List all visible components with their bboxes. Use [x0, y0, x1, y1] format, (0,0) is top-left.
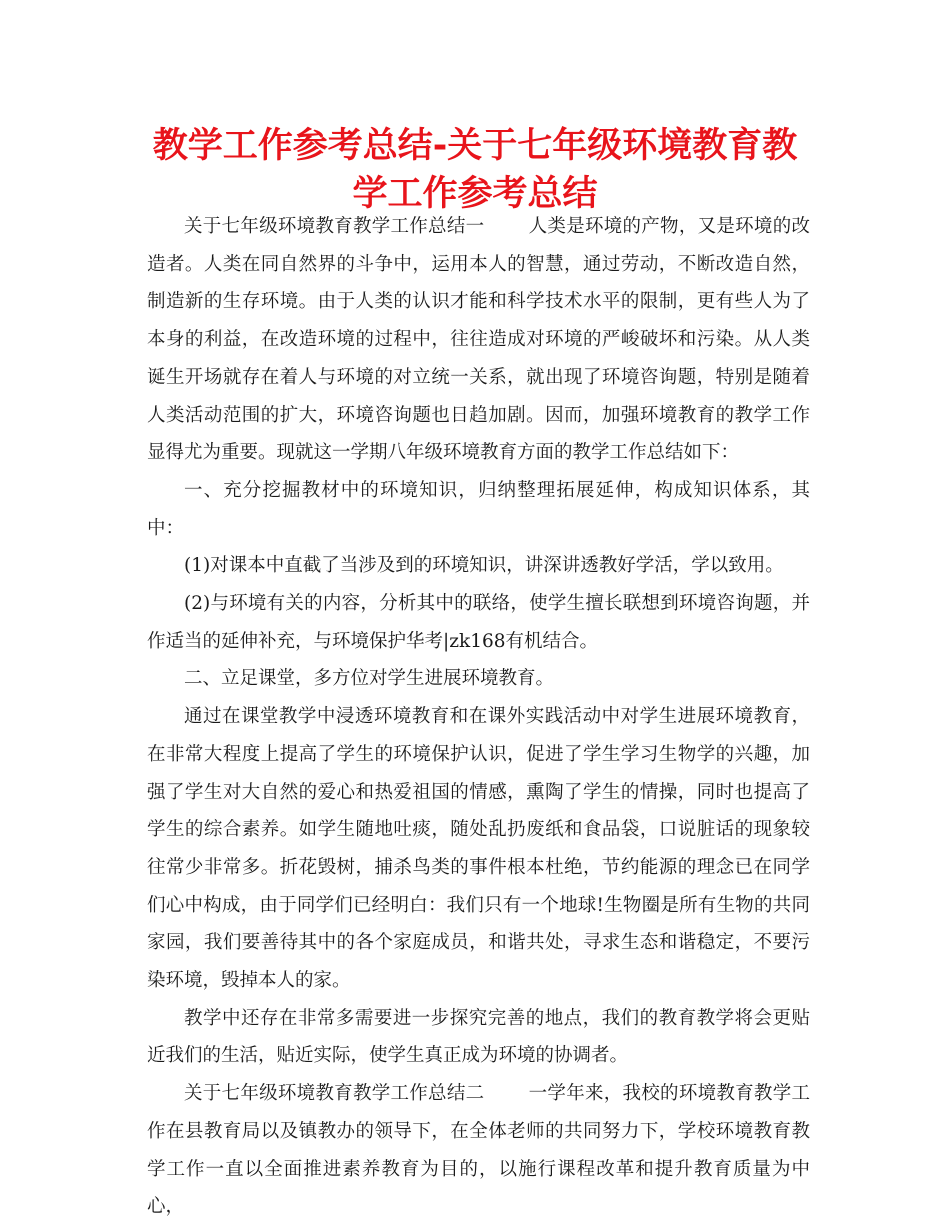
document-body [147, 208, 810, 1226]
paragraph-classroom: 通过在课堂教学中浸透环境教育和在课外实践活动中对学生进展环境教育，在非常大程度上提高了学生的环境保护认识，促进了学生学习生物学的兴趣，加强了学生对大自然的爱心和热爱祖国的情感，熏陶了学生的情操，同时也提高了学生的综合素养。如学生随地吐痰，随处乱扔废纸和食品袋，口说脏话的现象较往常少非常多。折花毁树，捕杀鸟类的事件根本杜绝，节约能源的理念已在同学们心中构成，由于同学们已经明白：我们只有一个地球!生物圈是所有生物的共同家园，我们要善待其中的各个家庭成员，和谐共处，寻求生态和谐稳定，不要污染环境，毁掉本人的家。 [147, 706, 810, 992]
paragraph-text: 人类是环境的产物，又是环境的改造者。人类在同自然界的斗争中，运用本人的智慧，通过劳动，不断改造自然，制造新的生存环境。由于人类的认识才能和科学技术水平的限制，更有些人为了本身的利益，在改造环境的过程中，往往造成对环境的严峻破坏和污染。从人类诞生开场就存在着人与环境的对立统一关系，就出现了环境咨询题，特别是随着人类活动范围的扩大，环境咨询题也日趋加剧。因而，加强环境教育的教学工作显得尤为重要。现就这一学期八年级环境教育方面的教学工作总结如下： [147, 216, 810, 464]
paragraph-text: 一学年来，我校的环境教育教学工作在县教育局以及镇教办的领导下，在全体老师的共同努力下，学校环境教育教学工作一直以全面推进素养教育为目的，以施行课程改革和提升教育质量为中心， [147, 1083, 810, 1218]
section-heading-one: 关于七年级环境教育教学工作总结一 [184, 216, 485, 237]
paragraph-item-1: (1)对课本中直截了当涉及到的环境知识，讲深讲透教好学活，学以致用。 [184, 555, 784, 577]
document-title: 教学工作参考总结-关于七年级环境教育教学工作参考总结 [152, 126, 798, 214]
paragraph-point-one: 一、充分挖掘教材中的环境知识，归纳整理拓展延伸，构成知识体系，其中： [147, 479, 810, 539]
paragraph-summary-two [147, 1075, 810, 1226]
paragraph-item-2: (2)与环境有关的内容，分析其中的联络，使学生擅长联想到环境咨询题，并作适当的延伸补充，与环境保护华考|zk168有机结合。 [147, 593, 810, 652]
paragraph-outlook: 教学中还存在非常多需要进一步探究完善的地点，我们的教育教学将会更贴近我们的生活，贴近实际，使学生真正成为环境的协调者。 [147, 1007, 810, 1067]
section-heading-two: 关于七年级环境教育教学工作总结二 [184, 1083, 485, 1105]
paragraph-summary-one [147, 208, 810, 472]
paragraph-point-two: 二、立足课堂，多方位对学生进展环境教育。 [184, 668, 555, 690]
